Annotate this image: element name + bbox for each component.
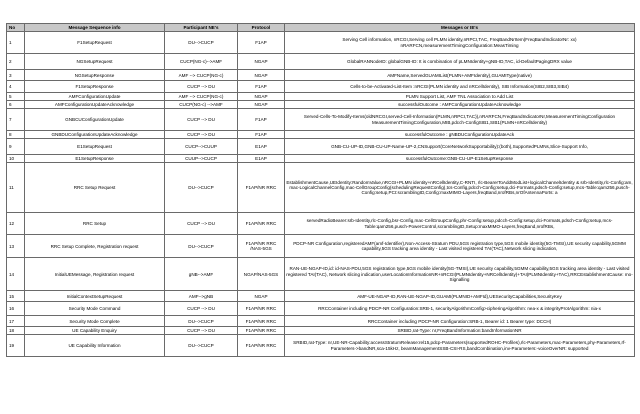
cell-participants: DU-->CUCP xyxy=(165,32,238,54)
cell-no: 8 xyxy=(7,131,25,139)
cell-participants: CUCP --> DU xyxy=(165,302,238,316)
cell-message: F1SetupRequest xyxy=(25,32,165,54)
cell-participants: AMF-->gNB xyxy=(165,291,238,302)
cell-protocol: F1AP/NR RRC /NAS-5GS xyxy=(238,235,285,258)
cell-no: 14 xyxy=(7,258,25,291)
cell-no: 16 xyxy=(7,302,25,316)
cell-participants: CUCP --> DU xyxy=(165,213,238,235)
cell-no: 10 xyxy=(7,155,25,163)
cell-message: NGSetupRequest xyxy=(25,54,165,70)
cell-message: Security Mode Command xyxy=(25,302,165,316)
cell-message: AMFConfigurationUpdate xyxy=(25,93,165,101)
cell-no: 11 xyxy=(7,163,25,213)
table-row xyxy=(7,32,635,54)
column-header-participants: Participant NE's xyxy=(165,24,238,32)
cell-no: 6 xyxy=(7,101,25,109)
cell-ies: Cells-to-be-Activated-List-Item :nRCGI(PLMN identity and nRCellIdentity), SIB Information(SIB2,SIB3,SIB4) xyxy=(285,81,635,93)
cell-participants: CUCP --> DU xyxy=(165,81,238,93)
cell-participants: CUCP --> DU xyxy=(165,131,238,139)
cell-ies: AMF-UE-NGAP-ID,RAN-UE-NGAP-ID,GUAMI(PLMNID+AMFId),UESecurityCapabilities,SecurityKey xyxy=(285,291,635,302)
cell-ies: RRCContainer including PDCP-NR Configuration:SRB-1, Bearer id: 1 Bearer type: DCCH) xyxy=(285,316,635,327)
cell-protocol: NGAP xyxy=(238,291,285,302)
table-row xyxy=(7,291,635,302)
column-header-ies: Messages or IE's xyxy=(285,24,635,32)
cell-message: F1SetupResponse xyxy=(25,81,165,93)
cell-protocol: F1AP/NR RRC xyxy=(238,316,285,327)
table-row xyxy=(7,131,635,139)
cell-ies: successfulOutcome : AMFConfigurationUpdateAcknowledge xyxy=(285,101,635,109)
cell-message: Security Mode Complete xyxy=(25,316,165,327)
table-row xyxy=(7,70,635,81)
cell-ies: PLMN Support List, AMF TNL Association to Add List xyxy=(285,93,635,101)
table-row xyxy=(7,54,635,70)
column-header-no: No xyxy=(7,24,25,32)
cell-participants: DU-->CUCP xyxy=(165,316,238,327)
cell-ies: successfulOutcome:GNB-CU-UP-E1SetupResponse xyxy=(285,155,635,163)
cell-protocol: F1AP/NR RRC xyxy=(238,327,285,335)
cell-no: 2 xyxy=(7,54,25,70)
cell-protocol: NGAP/NAS-5GS xyxy=(238,258,285,291)
cell-protocol: NGAP xyxy=(238,54,285,70)
cell-message: GNBDUConfigurationUpdateAcknowledge xyxy=(25,131,165,139)
cell-participants: AMF --> CUCP(NG-c) xyxy=(165,93,238,101)
cell-ies: successfulOutcome : gNBDUConfigurationUpdateAck xyxy=(285,131,635,139)
cell-no: 18 xyxy=(7,327,25,335)
cell-message: UE Capability Enquiry xyxy=(25,327,165,335)
cell-message: RRC Setup Complete, Registration request xyxy=(25,235,165,258)
cell-no: 15 xyxy=(7,291,25,302)
cell-protocol: F1AP/NR RRC xyxy=(238,335,285,357)
table-row xyxy=(7,109,635,131)
cell-participants: CUUP-->CUCP xyxy=(165,155,238,163)
cell-protocol: F1AP xyxy=(238,32,285,54)
cell-protocol: F1AP/NR RRC xyxy=(238,163,285,213)
table-row xyxy=(7,213,635,235)
cell-ies: RAN-UE-NGAP-ID,id: id-NAS-PDU,5GS registration type,5GS mobile identity(5G-TMSI),UE security capability,5GMM capability,5GS tracking area identity - Last visited registered TAI(TAC), Network slicing indication,userLocationInformationNR+nRCGI(PLMNIdentity+NRCellIdentity)+TAI(PLMNIdentity+TAC),RRCEstablishmentCause: mo-Signalling xyxy=(285,258,635,291)
cell-ies: AMFName,ServedGUAMIList(PLMN+AMFIdentity),GUAMIType(native) xyxy=(285,70,635,81)
cell-participants: DU-->CUCP xyxy=(165,335,238,357)
table-row xyxy=(7,163,635,213)
cell-participants: DU-->CUCP xyxy=(165,235,238,258)
cell-ies: EstablishmentCause,UEIdentity:RandomValue,nRCGI+PLMN identity+nRCellIdentity,C-RNTI, rlc-BearerToAddModList+logicalChannelIdentity & srb-Identity,rlc-Config:am, mac-LogicalChannelConfig,mac-CellGroupConfig(schedulingRequestConfig),tcs-Config,pdcch-Config:setup,dci-Formats,pdsch-Config:setup,mcs-Table:qam256,pusch-Config:setup,PCI:scramblingID,Config:maxMIMO-Layers,freqBand,nrofRBs,nrOfAntennaPorts: a xyxy=(285,163,635,213)
cell-ies: servedRadioBearer:srb-Identity,rlc-Config,bsr-Config,mac-CellGroupConfig,phr-Config:setup,pdcch-Config:setup,dci-Formats,pdsch-Config:setup,mcs-Table:qam256,pusch-PowerControl,scramblingID,Setup:maxMIMO-Layers,freqBand,nrofRBs, xyxy=(285,213,635,235)
cell-message: UE Capability Information xyxy=(25,335,165,357)
cell-message: E1SetupResponse xyxy=(25,155,165,163)
cell-no: 13 xyxy=(7,235,25,258)
cell-protocol: NGAP xyxy=(238,70,285,81)
cell-participants: CUCP --> DU xyxy=(165,327,238,335)
header-row xyxy=(7,24,635,32)
message-table-container xyxy=(6,23,634,357)
table-row xyxy=(7,258,635,291)
cell-protocol: F1AP xyxy=(238,131,285,139)
cell-participants: CUCP-->CUUP xyxy=(165,139,238,155)
cell-ies: PDCP-NR Configuration,registeredAMF(amf-Identifier),Non-Access-Stratum PDU,5GS registration type,5GS mobile identity(5G-TMSI),UE security capability,5GMM capability,5GS tracking area identity - Last visited registered TAI(TAC),Network slicing indication, xyxy=(285,235,635,258)
table-row xyxy=(7,335,635,357)
cell-participants: CUCP(NG-c)-->AMF xyxy=(165,54,238,70)
column-header-protocol: Protocol xyxy=(238,24,285,32)
cell-participants: AMF --> CUCP(NG-c) xyxy=(165,70,238,81)
cell-protocol: E1AP xyxy=(238,139,285,155)
cell-message: NGSetupResponse xyxy=(25,70,165,81)
table-row xyxy=(7,235,635,258)
cell-participants: CUCP --> DU xyxy=(165,109,238,131)
cell-participants: CUCP(NG-c) -->AMF xyxy=(165,101,238,109)
table-row xyxy=(7,302,635,316)
message-sequence-table xyxy=(6,23,635,357)
cell-protocol: F1AP xyxy=(238,109,285,131)
cell-participants: DU-->CUCP xyxy=(165,163,238,213)
cell-message: AMFConfigurationUpdateAcknowledge xyxy=(25,101,165,109)
cell-no: 5 xyxy=(7,93,25,101)
table-row xyxy=(7,101,635,109)
cell-ies: Served-Cells-To-Modify-Items(oldNRCGI,served-Cell-Information(PLMN,nRPCI,TAC)),nRARFCN,FreqBandIndicatorNr,MeasurementTimingConfiguration MeasurementTimingConfiguration,MIB,pdcch-ConfigSIB1,SIB1(PLMN+nRCellIdentity) xyxy=(285,109,635,131)
cell-ies: RRCContainer including PDCP-NR Configuration:SRB-1, securityAlgorithmConfig>cipheringAlgorithm: nea-x & integrityProtAlgorithm: nia-x xyxy=(285,302,635,316)
cell-protocol: E1AP xyxy=(238,155,285,163)
cell-no: 19 xyxy=(7,335,25,357)
cell-message: RRC Setup xyxy=(25,213,165,235)
cell-ies: Serving Cell information, nRCGI,Serving cell PLMN identity,nRPCI,TAC, FreqBandNrItem(FreqBandIndicatorNr: xx) nRARFCN,measurementTimingConfiguration:MeasTiming xyxy=(285,32,635,54)
cell-protocol: F1AP/NR RRC xyxy=(238,213,285,235)
cell-protocol: NGAP xyxy=(238,93,285,101)
table-row xyxy=(7,139,635,155)
cell-message: InitialContextSetupRequest xyxy=(25,291,165,302)
cell-ies: SRBID,rat-Type: nr,FreqBandInformation:bandInformationNR xyxy=(285,327,635,335)
cell-protocol: F1AP/NR RRC xyxy=(238,302,285,316)
cell-message: RRC Setup Request xyxy=(25,163,165,213)
cell-protocol: NGAP xyxy=(238,101,285,109)
cell-ies: SRBID,rat-Type: nr,UE-NR-Capability:accessStratumRelease:rel15,pdcp-Parameters(supportedROHC-Profiles),rlc-Parameters,mac-Parameters,phy-Parameters,rf-Parameters->bandNR,sca-15kHz, beamManagementSSB-CSI-RS,bandCombination,inv-Parameters:-voiceOverNR: supported xyxy=(285,335,635,357)
table-row xyxy=(7,155,635,163)
table-row xyxy=(7,93,635,101)
cell-no: 1 xyxy=(7,32,25,54)
column-header-message: Message Sequence info xyxy=(25,24,165,32)
cell-participants: gNB-->AMF xyxy=(165,258,238,291)
cell-no: 9 xyxy=(7,139,25,155)
cell-message: InitialUEMessage, Registration request xyxy=(25,258,165,291)
cell-message: GNBCUConfigurationUpdate xyxy=(25,109,165,131)
table-row xyxy=(7,316,635,327)
cell-no: 12 xyxy=(7,213,25,235)
cell-ies: GlobalRANNodeID: globalGNB-ID: It is combination of pLMNIdentity+gNB-ID,TAC, id-DefaultPagingDRX value xyxy=(285,54,635,70)
cell-message: E1SetupRequest xyxy=(25,139,165,155)
table-row xyxy=(7,327,635,335)
cell-ies: GNB-CU-UP-ID,GNB-CU-UP-Name-UP-2,CNSupport(CoreNetworkSupportability):(both),SupportedPLMNs,Slice-Support Info, xyxy=(285,139,635,155)
cell-no: 4 xyxy=(7,81,25,93)
cell-no: 17 xyxy=(7,316,25,327)
cell-no: 7 xyxy=(7,109,25,131)
table-row xyxy=(7,81,635,93)
cell-protocol: F1AP xyxy=(238,81,285,93)
cell-no: 3 xyxy=(7,70,25,81)
